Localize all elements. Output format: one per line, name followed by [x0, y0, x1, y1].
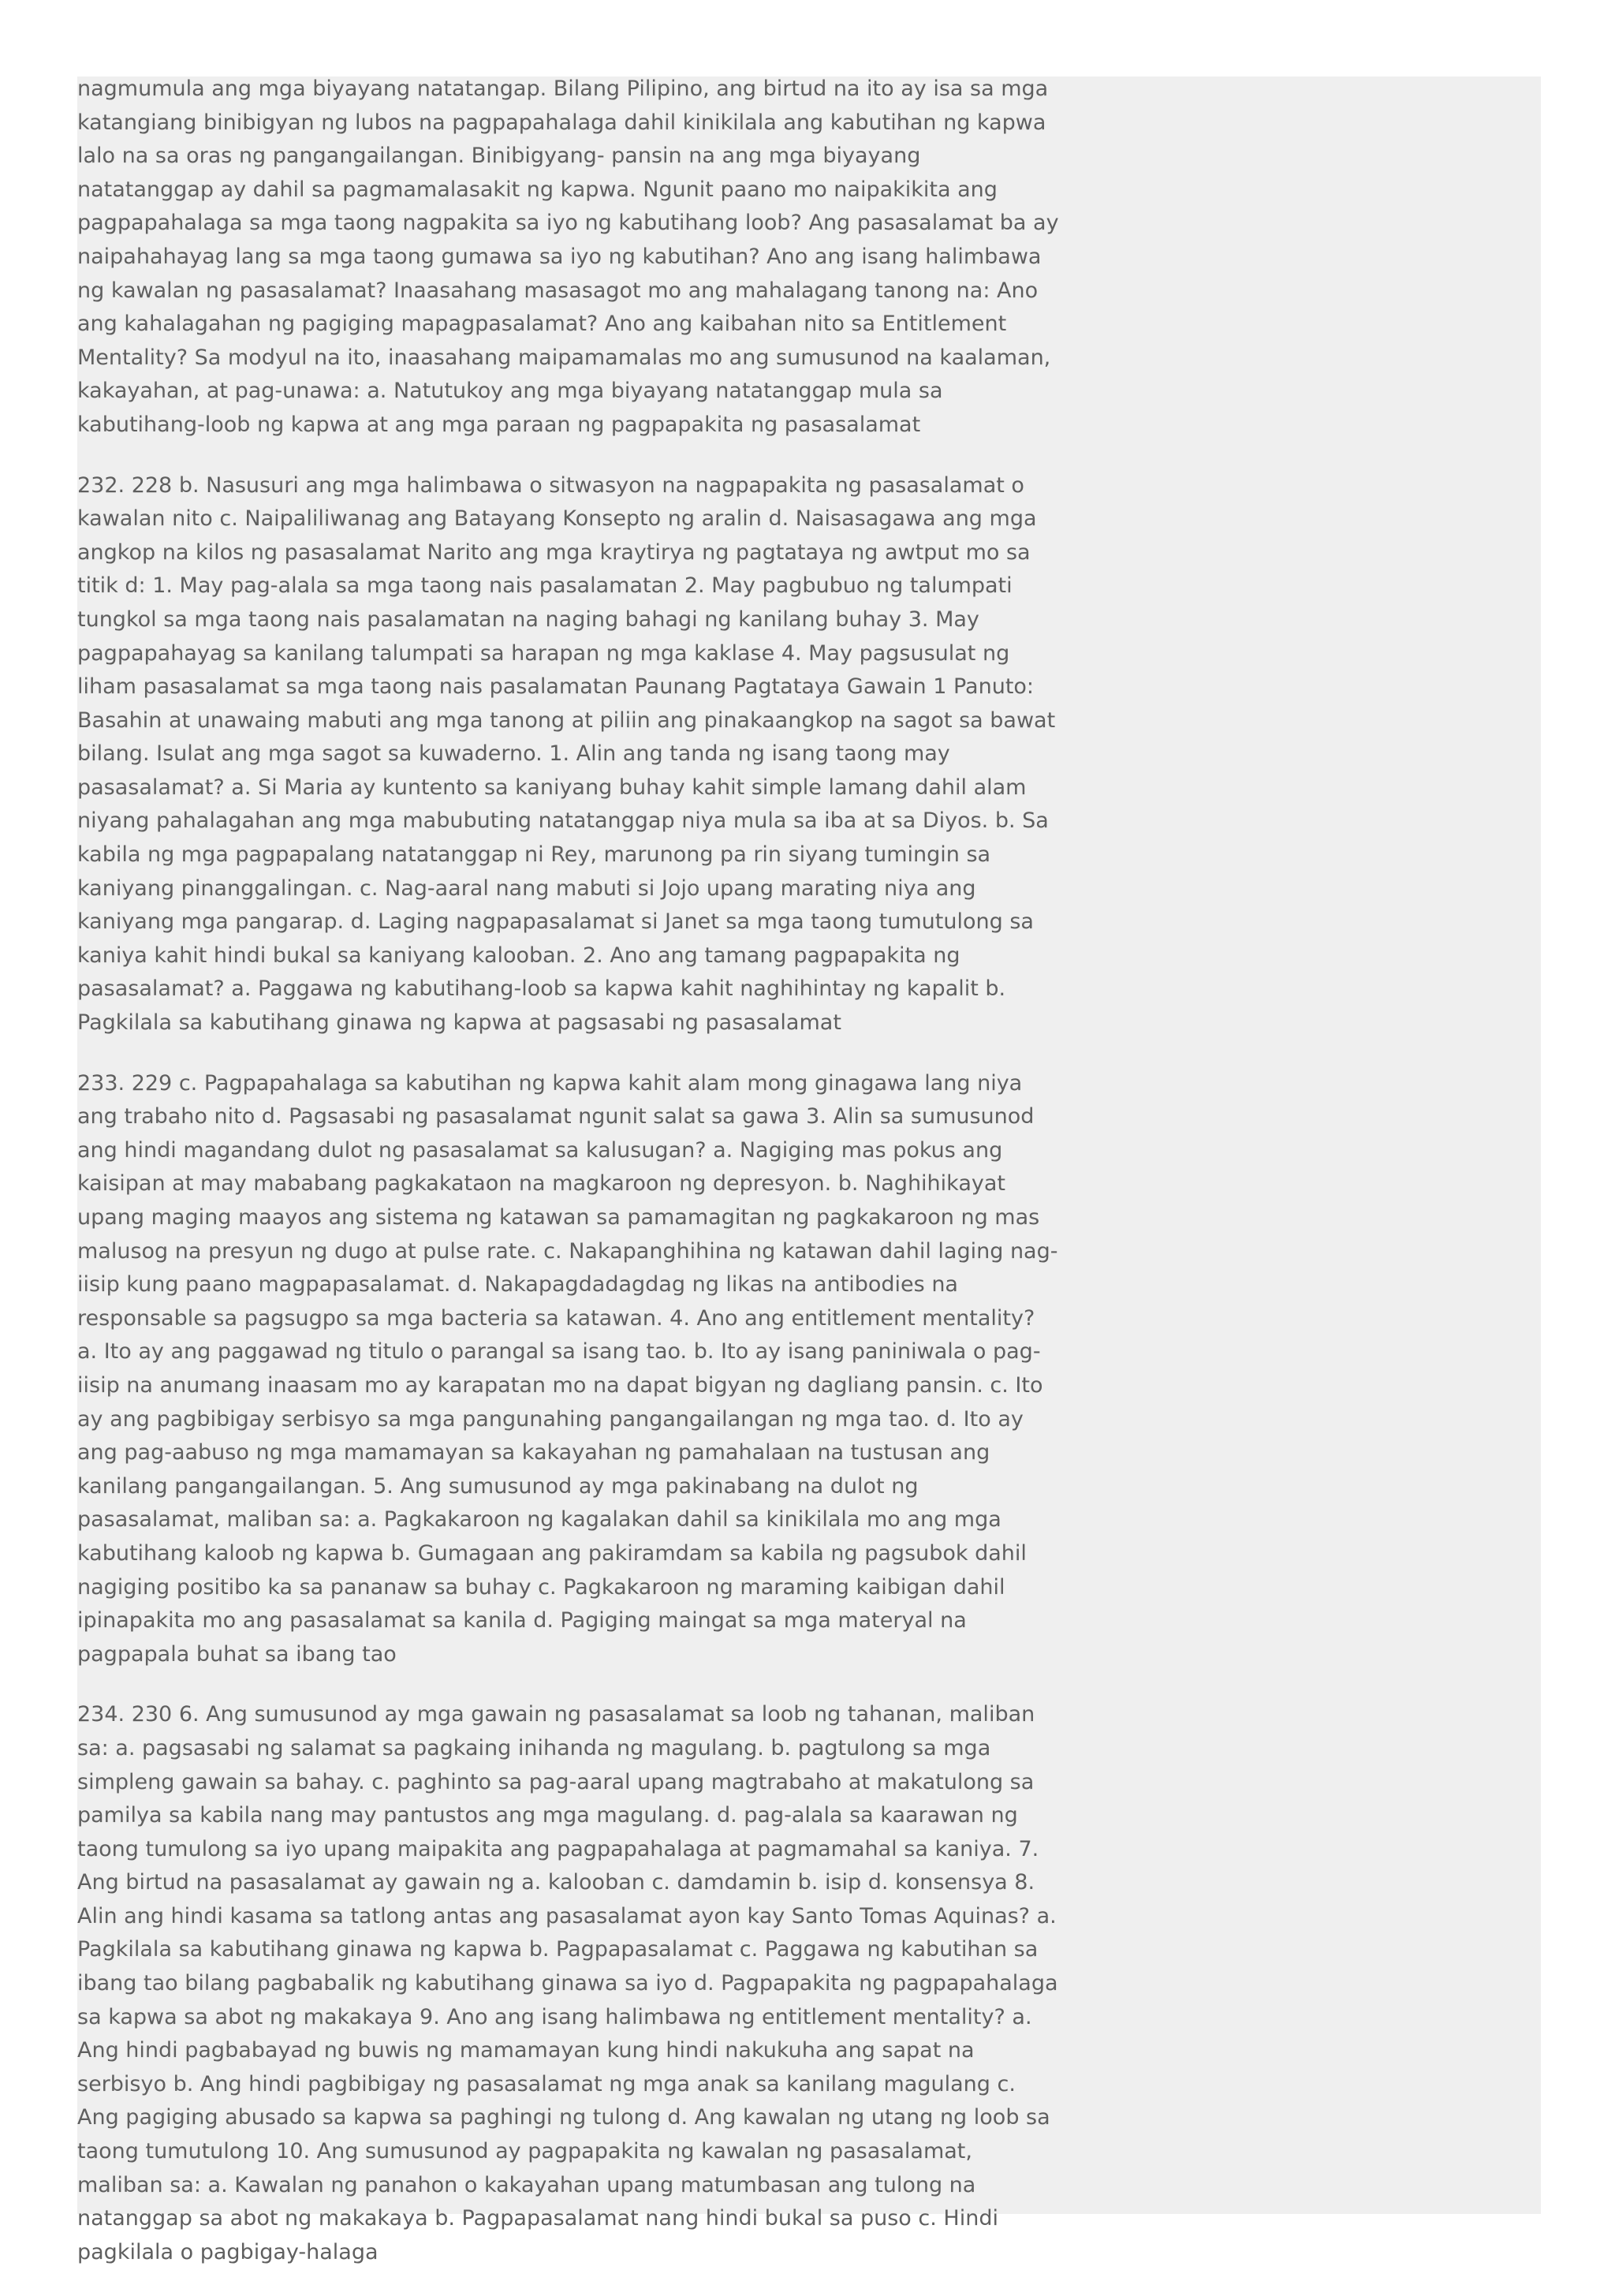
paragraph-page-232: 232. 228 b. Nasusuri ang mga halimbawa o sitwasyon na nagpapakita ng pasasalamat o kawalan nito c. Naipaliliwanag ang Batayang Konsepto ng aralin d. Naisasagawa ang mga angkop na kilos ng pasasalamat Narito ang mga kraytirya ng pagtataya ng awtput mo sa titik d: 1. May pag-alala sa mga taong nais pasalamatan 2. May pagbubuo ng talumpati tungkol sa mga taong nais pasalamatan na naging bahagi ng kanilang buhay 3. May pagpapahayag sa kanilang talumpati sa harapan ng mga kaklase 4. May pagsusulat ng liham pasasalamat sa mga taong nais pasalamatan Paunang Pagtataya Gawain 1 Panuto: Basahin at unawaing mabuti ang mga tanong at piliin ang pinakaangkop na sagot sa bawat bilang. Isulat ang mga sagot sa kuwaderno. 1. Alin ang tanda ng isang taong may pasasalamat? a. Si Maria ay kuntento sa kaniyang buhay kahit simple lamang dahil alam niyang pahalagahan ang mga mabubuting natatanggap niya mula sa iba at sa Diyos. b. Sa kabila ng mga pagpapalang natatanggap ni Rey, marunong pa rin siyang tumingin sa kaniyang pinanggalingan. c. Nag-aaral nang mabuti si Jojo upang marating niya ang kaniyang mga pangarap. d. Laging nagpapasalamat si Janet sa mga taong tumutulong sa kaniya kahit hindi bukal sa kaniyang kalooban. 2. Ano ang tamang pagpapakita ng pasasalamat? a. Paggawa ng kabutihang-loob sa kapwa kahit naghihintay ng kapalit b. Pagkilala sa kabutihang ginawa ng kapwa at pagsasabi ng pasasalamat — [77, 472, 1056, 1036]
document-body — [77, 73, 1059, 2296]
paragraph-page-234: 234. 230 6. Ang sumusunod ay mga gawain ng pasasalamat sa loob ng tahanan, maliban sa: a. pagsasabi ng salamat sa pagkaing inihanda ng magulang. b. pagtulong sa mga simpleng gawain sa bahay. c. paghinto sa pag-aaral upang magtrabaho at makatulong sa pamilya sa kabila nang may pantustos ang mga magulang. d. pag-alala sa kaarawan ng taong tumulong sa iyo upang maipakita ang pagpapahalaga at pagmamahal sa kaniya. 7. Ang birtud na pasasalamat ay gawain ng a. kalooban c. damdamin b. isip d. konsensya 8. Alin ang hindi kasama sa tatlong antas ang pasasalamat ayon kay Santo Tomas Aquinas? a. Pagkilala sa kabutihang ginawa ng kapwa b. Pagpapasalamat c. Paggawa ng kabutihan sa ibang tao bilang pagbabalik ng kabutihang ginawa sa iyo d. Pagpapakita ng pagpapahalaga sa kapwa sa abot ng makakaya 9. Ano ang isang halimbawa ng entitlement mentality? a. Ang hindi pagbabayad ng buwis ng mamamayan kung hindi nakukuha ang sapat na serbisyo b. Ang hindi pagbibigay ng pasasalamat ng mga anak sa kanilang magulang c. Ang pagiging abusado sa kapwa sa paghingi ng tulong d. Ang kawalan ng utang ng loob sa taong tumutulong 10. Ang sumusunod ay pagpapakita ng kawalan ng pasasalamat, maliban sa: a. Kawalan ng panahon o kakayahan upang matumbasan ang tulong na natanggap sa abot ng makakaya b. Pagpapasalamat nang hindi bukal sa puso c. Hindi pagkilala o pagbigay-halaga — [77, 1702, 1058, 2264]
paragraph-page-233: 233. 229 c. Pagpapahalaga sa kabutihan ng kapwa kahit alam mong ginagawa lang niya ang trabaho nito d. Pagsasabi ng pasasalamat ngunit salat sa gawa 3. Alin sa sumusunod ang hindi magandang dulot ng pasasalamat sa kalusugan? a. Nagiging mas pokus ang kaisipan at may mababang pagkakataon na magkaroon ng depresyon. b. Naghihikayat upang maging maayos ang sistema ng katawan sa pamamagitan ng pagkakaroon ng mas malusog na presyun ng dugo at pulse rate. c. Nakapanghihina ng katawan dahil laging nag-iisip kung paano magpapasalamat. d. Nakapagdadagdag ng likas na antibodies na responsable sa pagsugpo sa mga bacteria sa katawan. 4. Ano ang entitlement mentality? a. Ito ay ang paggawad ng titulo o parangal sa isang tao. b. Ito ay isang paniniwala o pag-iisip na anumang inaasam mo ay karapatan mo na dapat bigyan ng dagliang pansin. c. Ito ay ang pagbibigay serbisyo sa mga pangunahing pangangailangan ng mga tao. d. Ito ay ang pag-aabuso ng mga mamamayan sa kakayahan ng pamahalaan na tustusan ang kanilang pangangailangan. 5. Ang sumusunod ay mga pakinabang na dulot ng pasasalamat, maliban sa: a. Pagkakaroon ng kagalakan dahil sa kinikilala mo ang mga kabutihang kaloob ng kapwa b. Gumagaan ang pakiramdam sa kabila ng pagsubok dahil nagiging positibo ka sa pananaw sa buhay c. Pagkakaroon ng maraming kaibigan dahil ipinapakita mo ang pasasalamat sa kanila d. Pagiging maingat sa mga materyal na pagpapala buhat sa ibang tao — [77, 1070, 1058, 1667]
paragraph-intro: nagmumula ang mga biyayang natatangap. Bilang Pilipino, ang birtud na ito ay isa sa mga katangiang binibigyan ng lubos na pagpapahalaga dahil kinikilala ang kabutihan ng kapwa lalo na sa oras ng pangangailangan. Binibigyang- pansin na ang mga biyayang natatanggap ay dahil sa pagmamalasakit ng kapwa. Ngunit paano mo naipakikita ang pagpapahalaga sa mga taong nagpakita sa iyo ng kabutihang loob? Ang pasasalamat ba ay naipahahayag lang sa mga taong gumawa sa iyo ng kabutihan? Ano ang isang halimbawa ng kawalan ng pasasalamat? Inaasahang masasagot mo ang mahalagang tanong na: Ano ang kahalagahan ng pagiging mapagpasalamat? Ano ang kaibahan nito sa Entitlement Mentality? Sa modyul na ito, inaasahang maipamamalas mo ang sumusunod na kaalaman, kakayahan, at pag-unawa: a. Natutukoy ang mga biyayang natatanggap mula sa kabutihang-loob ng kapwa at ang mga paraan ng pagpapakita ng pasasalamat — [77, 77, 1059, 437]
